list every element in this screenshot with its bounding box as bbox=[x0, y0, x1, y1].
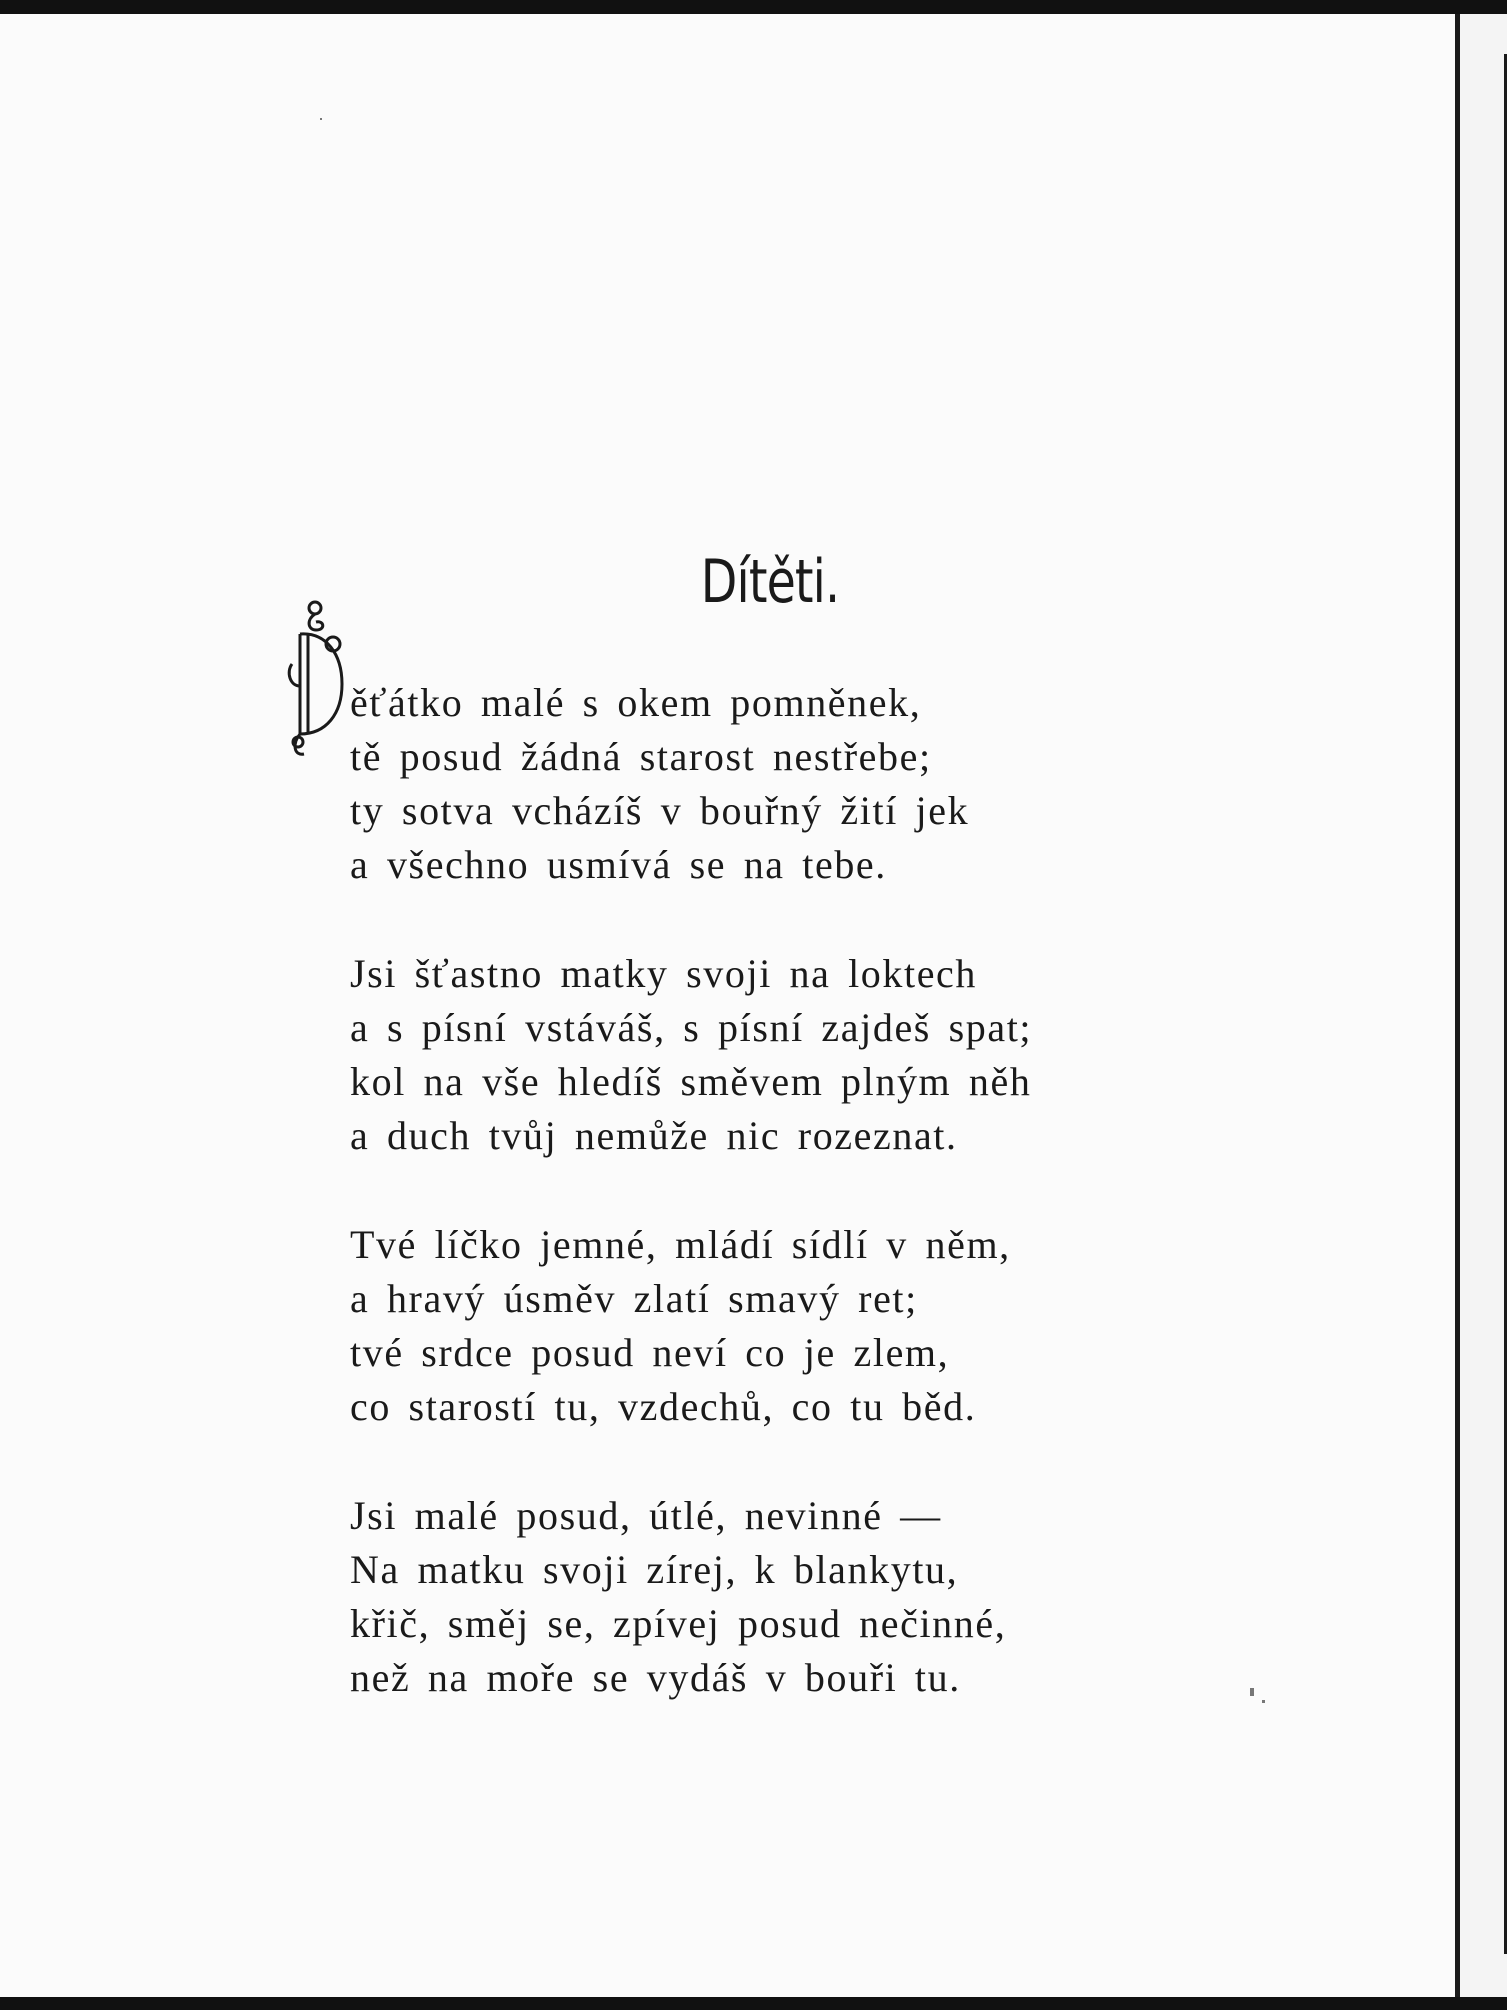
stanza bbox=[350, 676, 1032, 892]
scan-speck bbox=[320, 118, 322, 120]
poem-line: ěťátko malé s okem pomněnek, bbox=[350, 680, 922, 725]
stanza bbox=[350, 1489, 1032, 1705]
poem-line: a hravý úsměv zlatí smavý ret; bbox=[350, 1276, 918, 1321]
ornamental-drop-cap-icon bbox=[286, 594, 346, 764]
poem-body bbox=[350, 676, 1032, 1760]
poem-line: a všechno usmívá se na tebe. bbox=[350, 842, 887, 887]
poem-title: Dítěti. bbox=[700, 547, 840, 617]
poem-line: co starostí tu, vzdechů, co tu běd. bbox=[350, 1384, 977, 1429]
poem-line: tě posud žádná starost nestřebe; bbox=[350, 734, 932, 779]
scan-speck bbox=[1250, 1688, 1254, 1696]
stanza bbox=[350, 1218, 1032, 1434]
poem-line: a duch tvůj nemůže nic rozeznat. bbox=[350, 1113, 958, 1158]
poem-line: Jsi šťastno matky svoji na loktech bbox=[350, 951, 977, 996]
poem-line: než na moře se vydáš v bouři tu. bbox=[350, 1655, 961, 1700]
poem-line: kol na vše hledíš směvem plným něh bbox=[350, 1059, 1032, 1104]
poem-line: ty sotva vcházíš v bouřný žití jek bbox=[350, 788, 970, 833]
facing-page-edge bbox=[1460, 14, 1507, 1997]
poem-line: křič, směj se, zpívej posud nečinné, bbox=[350, 1601, 1007, 1646]
poem-line: Jsi malé posud, útlé, nevinné — bbox=[350, 1493, 942, 1538]
poem-line: Tvé líčko jemné, mládí sídlí v něm, bbox=[350, 1222, 1011, 1267]
poem-line: Na matku svoji zírej, k blankytu, bbox=[350, 1547, 959, 1592]
scan-speck bbox=[1262, 1700, 1265, 1703]
poem-line: tvé srdce posud neví co je zlem, bbox=[350, 1330, 950, 1375]
poem-line: a s písní vstáváš, s písní zajdeš spat; bbox=[350, 1005, 1033, 1050]
stanza bbox=[350, 947, 1032, 1163]
